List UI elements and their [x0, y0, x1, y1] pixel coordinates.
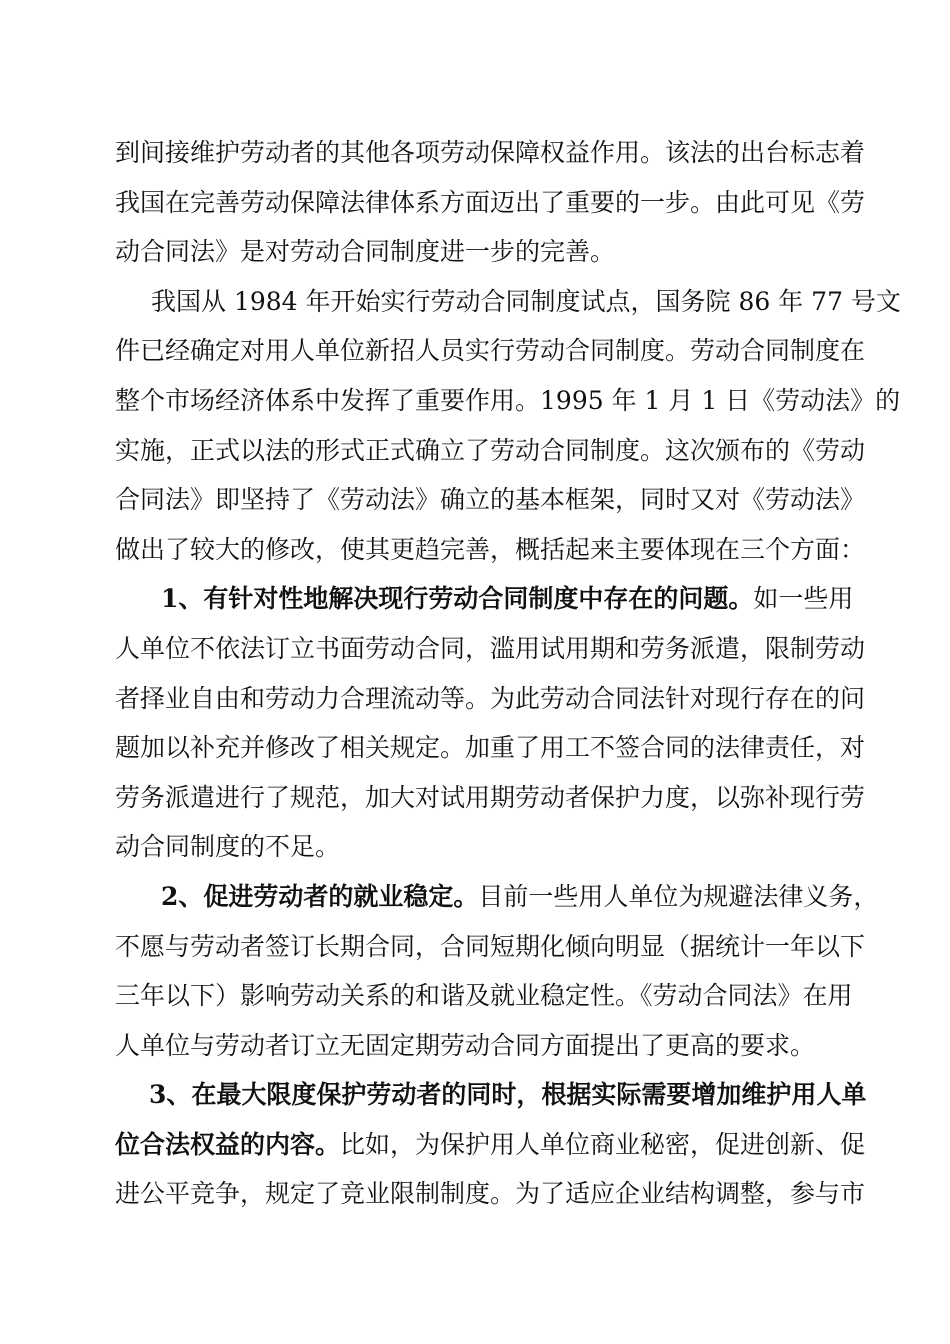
text-line: [115, 822, 840, 872]
text-line: [115, 475, 866, 525]
line-text: 劳务派遣进行了规范，加大对试用期劳动者保护力度，以弥补现行劳: [115, 782, 866, 812]
line-text: 我国从 1984 年开始实行劳动合同制度试点，国务院 86 年 77 号文: [151, 286, 901, 316]
line-text: 题加以补充并修改了相关规定。加重了用工不签合同的法律责任，对: [115, 733, 866, 763]
line-text: 我国在完善劳动保障法律体系方面迈出了重要的一步。由此可见《劳: [115, 187, 866, 217]
text-line: [115, 1169, 866, 1219]
line-text: 如一些用: [753, 584, 854, 614]
text-line: [115, 178, 866, 228]
line-text: 者择业自由和劳动力合理流动等。为此劳动合同法针对现行存在的问: [115, 683, 866, 713]
text-line: [115, 1021, 840, 1071]
document-body: [115, 128, 901, 1219]
text-line: [115, 227, 840, 277]
line-text: 动合同制度的不足。: [115, 832, 341, 862]
text-line: [115, 326, 866, 376]
line-text: 目前一些用人单位为规避法律义务，: [478, 881, 879, 911]
line-text: 实施，正式以法的形式正式确立了劳动合同制度。这次颁布的《劳动: [115, 435, 866, 465]
point-3-heading-continued: 位合法权益的内容。: [115, 1129, 341, 1159]
point-3-line-continued: [115, 1120, 866, 1170]
point-3-heading: 3、在最大限度保护劳动者的同时，根据实际需要增加维护用人单: [149, 1080, 867, 1110]
point-2-heading: 2、促进劳动者的就业稳定。: [161, 881, 479, 911]
text-line: [115, 723, 866, 773]
line-text: 动合同法》是对劳动合同制度进一步的完善。: [115, 237, 616, 267]
text-line: [115, 128, 866, 178]
text-line: [115, 922, 866, 972]
text-line: [115, 624, 866, 674]
line-text: 不愿与劳动者签订长期合同，合同短期化倾向明显（据统计一年以下: [115, 931, 866, 961]
line-text: 人单位与劳动者订立无固定期劳动合同方面提出了更高的要求。: [115, 1030, 816, 1060]
line-text: 进公平竞争，规定了竞业限制制度。为了适应企业结构调整，参与市: [115, 1179, 866, 1209]
point-3-line: [115, 1070, 867, 1120]
point-1-heading: 1、有针对性地解决现行劳动合同制度中存在的问题。: [161, 584, 754, 614]
text-line: [115, 971, 853, 1021]
line-text: 件已经确定对用人单位新招人员实行劳动合同制度。劳动合同制度在: [115, 336, 866, 366]
point-1-line: [115, 574, 854, 624]
line-text: 比如，为保护用人单位商业秘密，促进创新、促: [340, 1129, 866, 1159]
line-text: 人单位不依法订立书面劳动合同，滥用试用期和劳务派遣，限制劳动: [115, 633, 866, 663]
line-text: 到间接维护劳动者的其他各项劳动保障权益作用。该法的出台标志着: [115, 138, 866, 167]
point-2-line: [115, 872, 879, 922]
paragraph-start-line: [115, 277, 901, 327]
line-text: 三年以下）影响劳动关系的和谐及就业稳定性。《劳动合同法》在用: [115, 981, 853, 1011]
line-text: 整个市场经济体系中发挥了重要作用。1995 年 1 月 1 日《劳动法》的: [115, 385, 901, 415]
text-line: [115, 426, 866, 476]
line-text: 合同法》即坚持了《劳动法》确立的基本框架，同时又对《劳动法》: [115, 485, 866, 515]
text-line: [115, 525, 866, 575]
line-text: 做出了较大的修改，使其更趋完善，概括起来主要体现在三个方面：: [115, 534, 866, 564]
text-line: [115, 674, 866, 724]
text-line: [115, 773, 866, 823]
text-line: [115, 376, 901, 426]
